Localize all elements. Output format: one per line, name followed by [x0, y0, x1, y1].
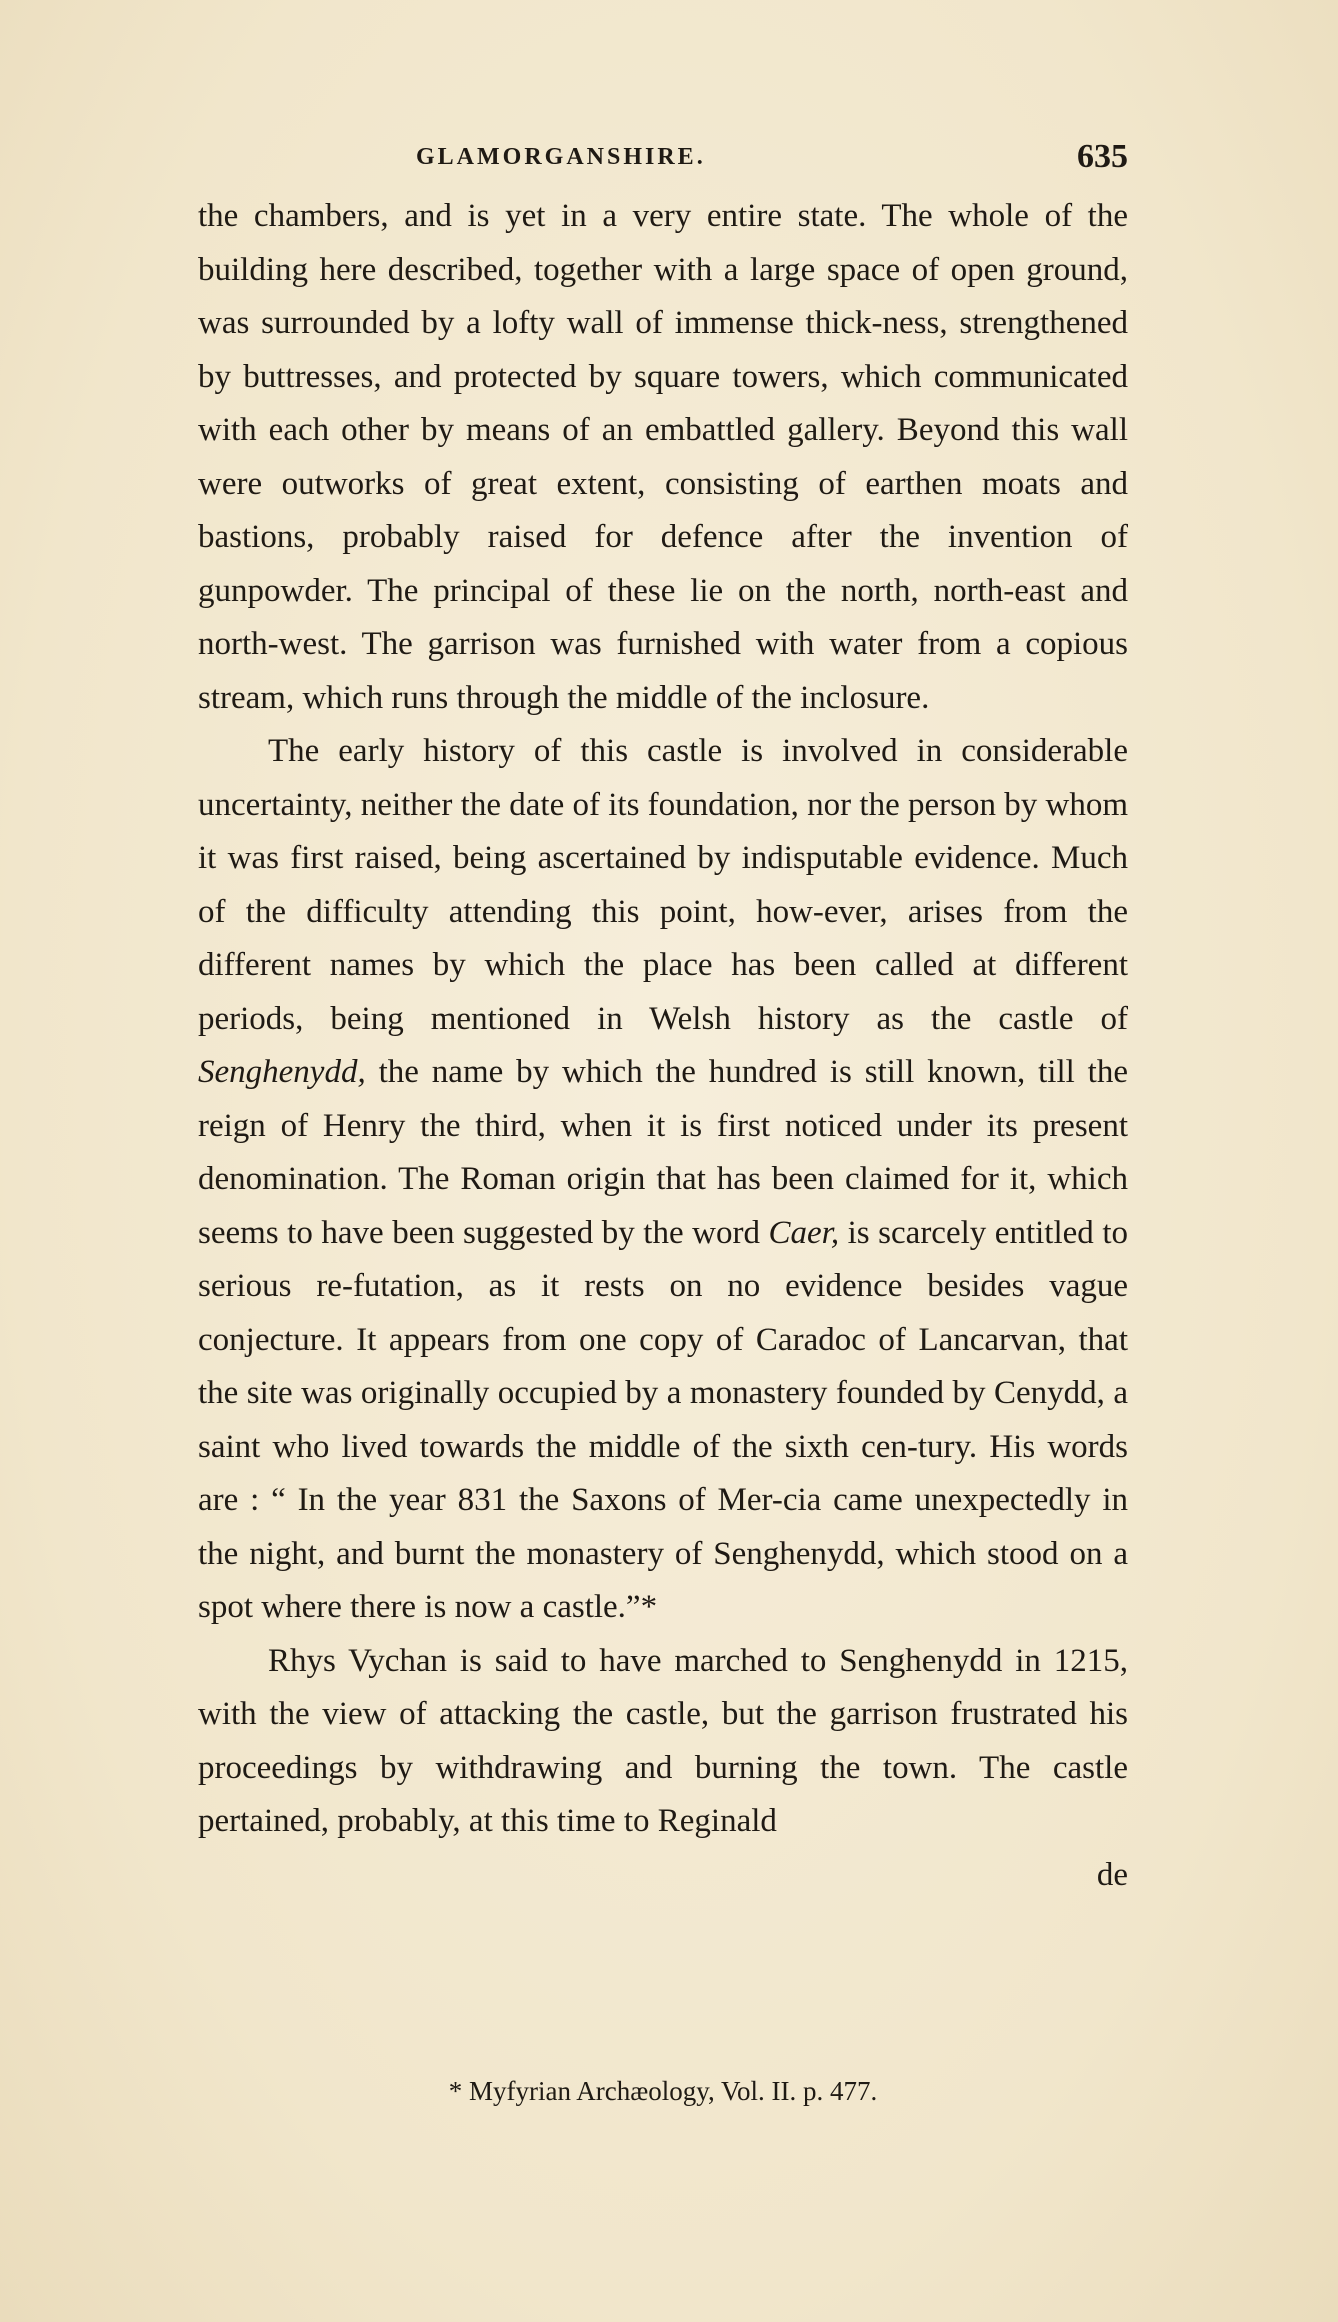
- text-segment: The early history of this castle is involved in considerable uncertainty, neither the date of its foundation, nor the person by whom it was first raised, being ascertained by indisputable evidence. Much of the difficulty attending this point, how-ever, arises from the different names by which the place has been called at different periods, being mentioned in Welsh history as the castle of: [198, 733, 1128, 1037]
- text-segment: the name by which the hundred is still known, till the reign of Henry the third, when it is first noticed under its present denomination. The Roman origin that has been claimed for it, which seems to have been suggested by the word: [198, 1054, 1128, 1251]
- place-name-italic: Senghenydd,: [198, 1054, 366, 1090]
- running-title: GLAMORGANSHIRE.: [416, 144, 706, 170]
- body-text: [198, 190, 1128, 1902]
- paragraph-3: [198, 1635, 1128, 1903]
- text-segment: Rhys Vychan is said to have marched to Senghenydd in 1215, with the view of attacking the castle, but the garrison frustrated his proceedings by withdrawing and burning the town. The castle pertained, probably, at this time to Reginald: [198, 1642, 1128, 1839]
- catchword: de: [1096, 1856, 1128, 1893]
- word-italic: Caer,: [768, 1214, 840, 1251]
- paragraph-1: [198, 190, 1128, 725]
- text-segment: the chambers, and is yet in a very entire state. The whole of the building here described, together with a large space of open ground, was surrounded by a lofty wall of immense thick-ness, strengthened by buttresses, and protected by square towers, which communicated with each other by means of an embattled gallery. Beyond this wall were outworks of great extent, consisting of earthen moats and bastions, probably raised for defence after the invention of gunpowder. The principal of these lie on the north, north-east and north-west. The garrison was furnished with water from a copious stream, which runs through the middle of the inclosure.: [198, 198, 1128, 716]
- page-header: [198, 138, 1128, 178]
- page-number: 635: [1077, 138, 1128, 175]
- footnote: * Myfyrian Archæology, Vol. II. p. 477.: [448, 2076, 878, 2106]
- paragraph-2: [198, 725, 1128, 1635]
- text-segment: is scarcely entitled to serious re-futation, as it rests on no evidence besides vague conjecture. It appears from one copy of Caradoc of Lancarvan, that the site was originally occupied by a monastery founded by Cenydd, a saint who lived towards the middle of the sixth cen-tury. His words are : “ In the year 831 the Saxons of Mer-cia came unexpectedly in the night, and burnt the monastery of Senghenydd, which stood on a spot where there is now a castle.”*: [198, 1214, 1128, 1625]
